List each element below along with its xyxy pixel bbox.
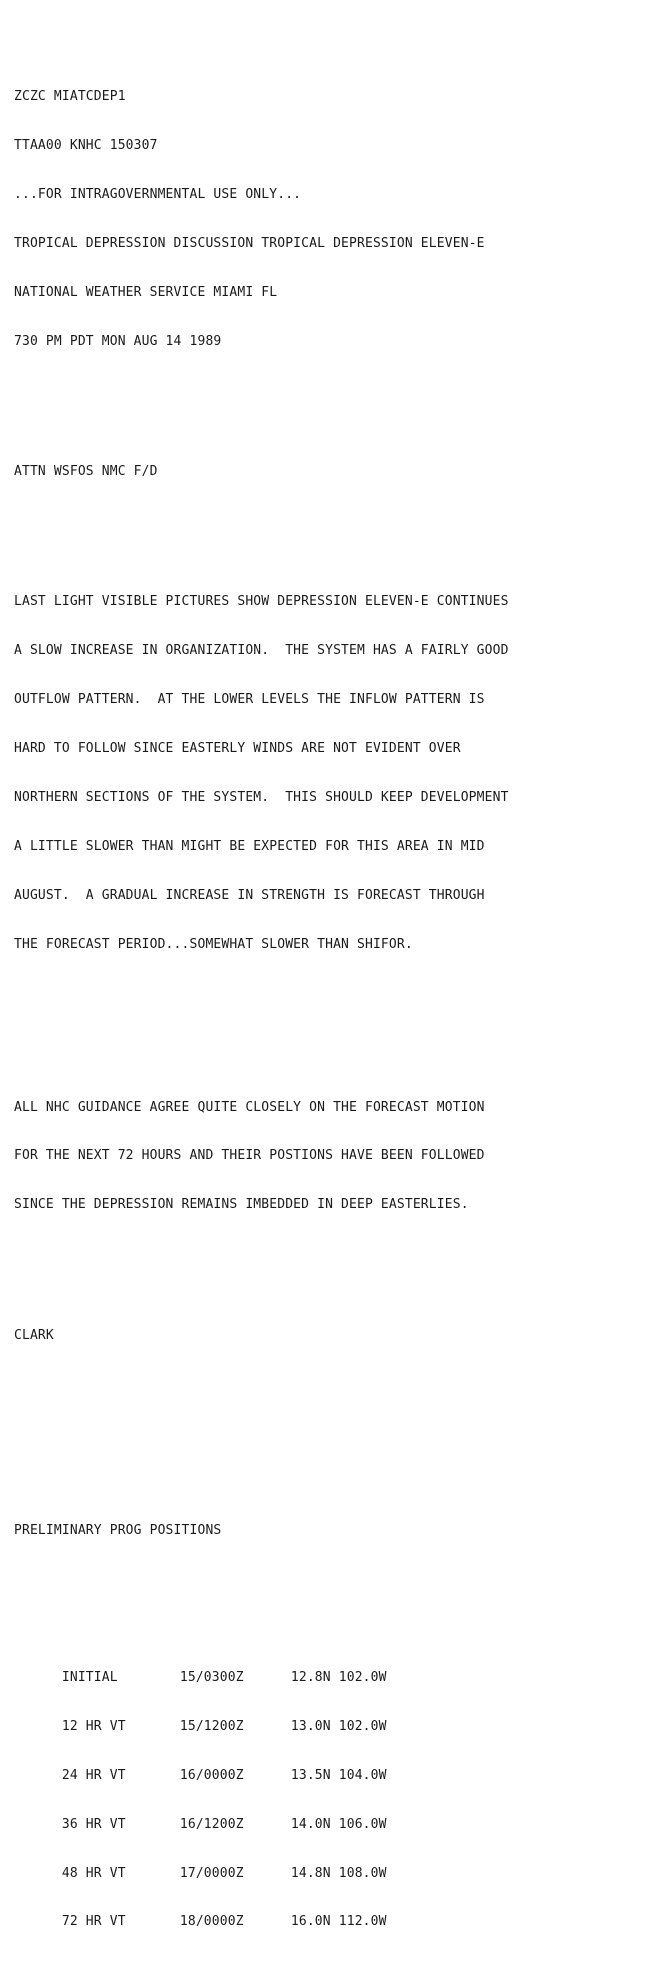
header-line: TTAA00 KNHC 150307: [14, 138, 158, 154]
header-line: NATIONAL WEATHER SERVICE MIAMI FL: [14, 284, 278, 300]
prog-positions-title: PRELIMINARY PROG POSITIONS: [14, 1523, 222, 1539]
position-value: 13.0N 102.0W: [290, 1718, 387, 1734]
position-value: 12.8N 102.0W: [290, 1669, 387, 1685]
message-header: [14, 57, 509, 383]
discussion-paragraph-2: [14, 1067, 509, 1246]
valid-time: 15/0300Z: [179, 1669, 244, 1685]
table-row: [14, 1654, 509, 1685]
attn-line: ATTN WSFOS NMC F/D: [14, 464, 158, 480]
paragraph-line: SINCE THE DEPRESSION REMAINS IMBEDDED IN DEEP EASTERLIES.: [14, 1197, 469, 1213]
position-value: 13.5N 104.0W: [290, 1767, 387, 1783]
header-line: TROPICAL DEPRESSION DISCUSSION TROPICAL DEPRESSION ELEVEN-E: [14, 235, 485, 251]
valid-time: 17/0000Z: [179, 1865, 244, 1881]
forecast-hour-label: 36 HR VT: [61, 1816, 126, 1832]
table-row: [14, 1800, 509, 1832]
forecaster-signature: CLARK: [14, 1327, 54, 1343]
paragraph-line: FOR THE NEXT 72 HOURS AND THEIR POSTIONS HAVE BEEN FOLLOWED: [14, 1148, 485, 1164]
forecast-hour-label: 12 HR VT: [61, 1718, 126, 1734]
position-value: 14.0N 106.0W: [290, 1816, 387, 1832]
forecast-hour-label: 24 HR VT: [61, 1767, 126, 1783]
position-value: 16.0N 112.0W: [290, 1914, 387, 1930]
paragraph-line: HARD TO FOLLOW SINCE EASTERLY WINDS ARE NOT EVIDENT OVER: [14, 741, 461, 757]
valid-time: 18/0000Z: [179, 1914, 244, 1930]
valid-time: 16/0000Z: [179, 1767, 244, 1783]
prog-positions-table: [14, 1621, 509, 1947]
discussion-paragraph-1: [14, 562, 509, 986]
paragraph-line: THE FORECAST PERIOD...SOMEWHAT SLOWER THAN SHIFOR.: [14, 936, 413, 952]
table-row: [14, 1898, 509, 1930]
discussion-document: [14, 24, 509, 1963]
paragraph-line: ALL NHC GUIDANCE AGREE QUITE CLOSELY ON THE FORECAST MOTION: [14, 1099, 485, 1115]
paragraph-line: NORTHERN SECTIONS OF THE SYSTEM. THIS SHOULD KEEP DEVELOPMENT: [14, 789, 509, 805]
forecast-hour-label: 48 HR VT: [61, 1865, 126, 1881]
paragraph-line: LAST LIGHT VISIBLE PICTURES SHOW DEPRESSION ELEVEN-E CONTINUES: [14, 594, 509, 610]
paragraph-line: OUTFLOW PATTERN. AT THE LOWER LEVELS THE INFLOW PATTERN IS: [14, 692, 485, 708]
header-line: ...FOR INTRAGOVERNMENTAL USE ONLY...: [14, 186, 302, 202]
table-row: [14, 1703, 509, 1734]
header-line: 730 PM PDT MON AUG 14 1989: [14, 333, 222, 349]
header-line: ZCZC MIATCDEP1: [14, 89, 126, 105]
forecast-hour-label: INITIAL: [61, 1669, 118, 1685]
forecast-hour-label: 72 HR VT: [61, 1914, 126, 1930]
paragraph-line: A SLOW INCREASE IN ORGANIZATION. THE SYSTEM HAS A FAIRLY GOOD: [14, 643, 509, 659]
valid-time: 16/1200Z: [179, 1816, 244, 1832]
table-row: [14, 1849, 509, 1881]
position-value: 14.8N 108.0W: [290, 1865, 387, 1881]
valid-time: 15/1200Z: [179, 1718, 244, 1734]
table-row: [14, 1751, 509, 1783]
paragraph-line: AUGUST. A GRADUAL INCREASE IN STRENGTH IS FORECAST THROUGH: [14, 887, 485, 903]
paragraph-line: A LITTLE SLOWER THAN MIGHT BE EXPECTED FOR THIS AREA IN MID: [14, 838, 485, 854]
